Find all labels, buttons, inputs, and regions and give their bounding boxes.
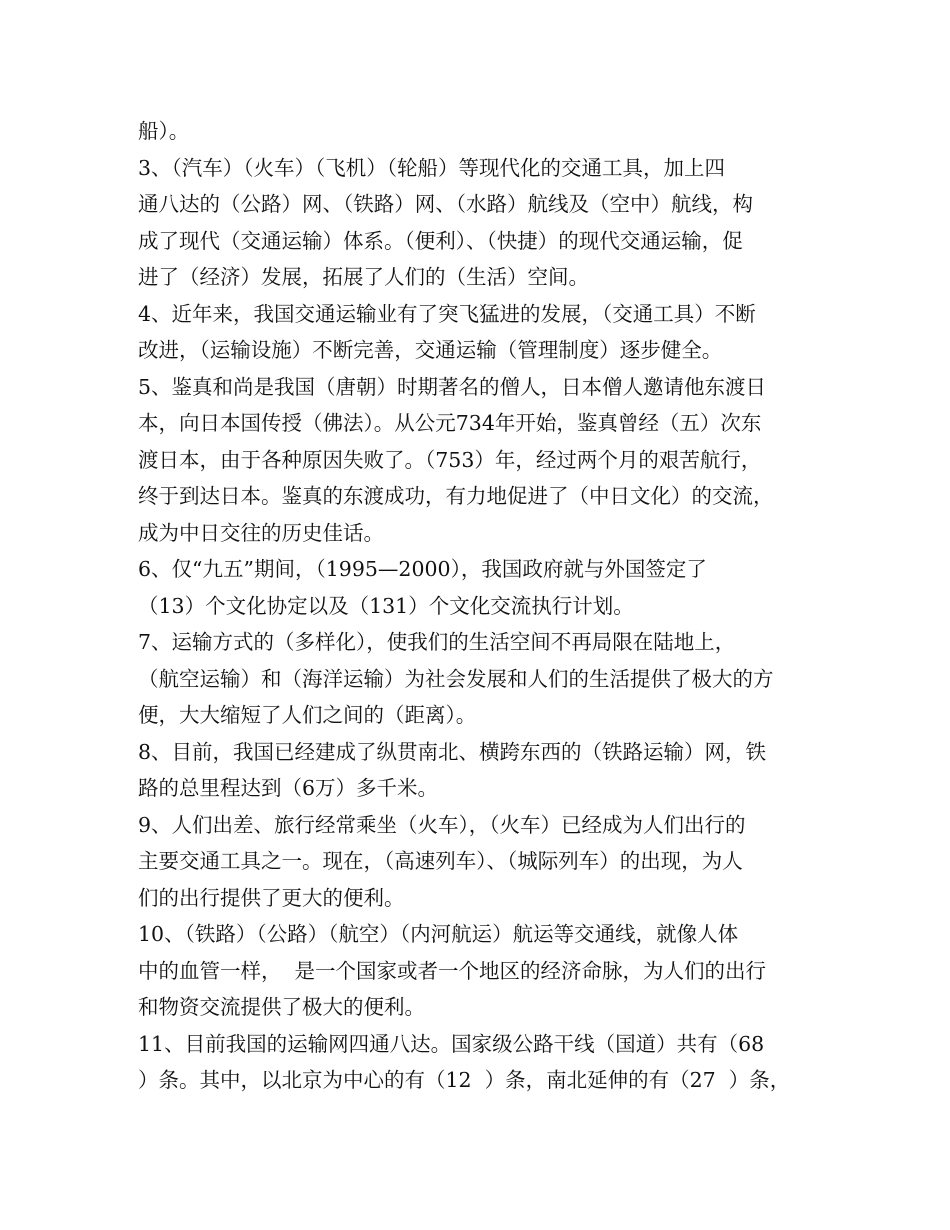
text-line: （航空运输）和（海洋运输）为社会发展和人们的生活提供了极大的方 <box>138 666 774 691</box>
text-line: 4、近年来，我国交通运输业有了突飞猛进的发展，（交通工具）不断 <box>138 301 756 326</box>
text-line: 渡日本，由于各种原因失败了。（753）年，经过两个月的艰苦航行， <box>138 447 762 472</box>
text-line: 改进，（运输设施）不断完善，交通运输（管理制度）逐步健全。 <box>138 338 723 362</box>
text-line: 主要交通工具之一。现在，（高速列车）、（城际列车）的出现，为人 <box>138 849 743 873</box>
text-line: 船）。 <box>138 119 190 143</box>
text-line: 进了（经济）发展，拓展了人们的（生活）空间。 <box>138 265 589 289</box>
text-line: 8、目前，我国已经建成了纵贯南北、横跨东西的（铁路运输）网，铁 <box>138 739 767 764</box>
text-line: 9、人们出差、旅行经常乘坐（火车），（火车）已经成为人们出行的 <box>138 812 746 837</box>
text-line: 成为中日交往的历史佳话。 <box>138 520 384 545</box>
text-line: （13）个文化协定以及（131）个文化交流执行计划。 <box>138 593 634 618</box>
document-body <box>138 113 814 1099</box>
text-line: 成了现代（交通运输）体系。（便利）、（快捷）的现代交通运输，促 <box>138 228 743 253</box>
text-line: 7、运输方式的（多样化），使我们的生活空间不再局限在陆地上， <box>138 630 736 654</box>
text-line: 11、目前我国的运输网四通八达。国家级公路干线（国道）共有（68 <box>138 1031 765 1056</box>
text-line: 路的总里程达到（6万）多千米。 <box>138 776 439 800</box>
text-line: 10、（铁路）（公路）（航空）（内河航运）航运等交通线，就像人体 <box>138 922 739 946</box>
text-line: ）条。其中，以北京为中心的有（12 ）条，南北延伸的有（27 ）条， <box>138 1068 791 1092</box>
text-line: 中的血管一样， 是一个国家或者一个地区的经济命脉，为人们的出行 <box>138 958 767 983</box>
text-line: 本，向日本国传授（佛法）。从公元734年开始，鉴真曾经（五）次东 <box>138 411 762 435</box>
text-line: 终于到达日本。鉴真的东渡成功，有力地促进了（中日文化）的交流， <box>138 484 774 508</box>
text-line: 3、（汽车）（火车）（飞机）（轮船）等现代化的交通工具，加上四 <box>138 155 726 180</box>
text-line: 通八达的（公路）网、（铁路）网、（水路）航线及（空中）航线，构 <box>138 192 753 216</box>
text-line: 便，大大缩短了人们之间的（距离）。 <box>138 703 477 727</box>
text-line: 5、鉴真和尚是我国（唐朝）时期著名的僧人，日本僧人邀请他东渡日 <box>138 374 767 399</box>
text-line: 们的出行提供了更大的便利。 <box>138 885 405 910</box>
text-line: 和物资交流提供了极大的便利。 <box>138 995 425 1019</box>
text-line: 6、仅“九五”期间，（1995—2000），我国政府就与外国签定了 <box>138 557 707 581</box>
